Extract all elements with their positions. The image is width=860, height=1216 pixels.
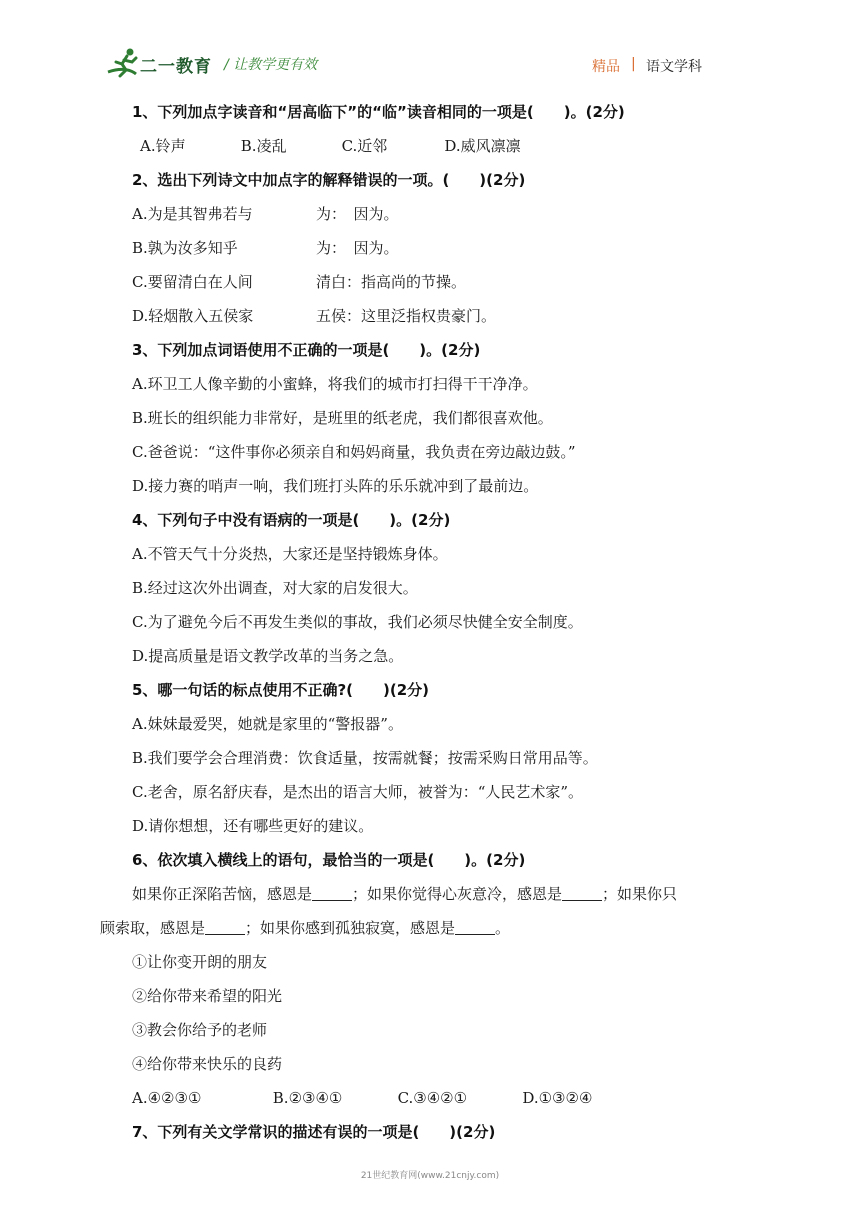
question-2-option-c: C.要留清白在人间 清白：指高尚的节操。 bbox=[132, 273, 467, 291]
option-d: D.①③②④ bbox=[522, 1089, 593, 1107]
question-3-option-d: D.接力赛的哨声一响，我们班打头阵的乐乐就冲到了最前边。 bbox=[132, 477, 539, 495]
quality-tag: 精品 bbox=[592, 59, 620, 75]
question-5-option-b: B.我们要学会合理消费：饮食适量，按需就餐；按需采购日常用品等。 bbox=[132, 749, 598, 767]
question-5-option-c: C.老舍，原名舒庆春，是杰出的语言大师，被誉为：“人民艺术家”。 bbox=[132, 783, 584, 801]
option-b: B.②③④① bbox=[272, 1089, 343, 1107]
question-2-title: 2、选出下列诗文中加点字的解释错误的一项。( )(2分) bbox=[132, 171, 526, 189]
question-4-option-c: C.为了避免今后不再发生类似的事故，我们必须尽快健全安全制度。 bbox=[132, 613, 583, 631]
question-4-option-d: D.提高质量是语文教学改革的当务之急。 bbox=[132, 647, 404, 665]
question-1-options bbox=[132, 129, 772, 163]
tag-separator: | bbox=[631, 56, 636, 72]
question-3-option-a: A.环卫工人像辛勤的小蜜蜂，将我们的城市打扫得干干净净。 bbox=[132, 375, 538, 393]
answer-blank[interactable] bbox=[205, 918, 245, 935]
question-5-option-a: A.妹妹最爱哭，她就是家里的“警报器”。 bbox=[132, 715, 403, 733]
answer-blank[interactable] bbox=[312, 884, 352, 901]
question-4-title: 4、下列句子中没有语病的一项是( )。(2分) bbox=[132, 511, 451, 529]
question-6-title: 6、依次填入横线上的语句，最恰当的一项是( )。(2分) bbox=[132, 851, 526, 869]
question-5-option-d: D.请你想想，还有哪些更好的建议。 bbox=[132, 817, 374, 835]
question-2-option-b: B.孰为汝多知乎 为： 因为。 bbox=[132, 239, 399, 257]
slogan: / 让教学更有效 bbox=[224, 57, 318, 73]
question-4-option-a: A.不管天气十分炎热，大家还是坚持锻炼身体。 bbox=[132, 545, 448, 563]
question-2-option-a: A.为是其智弗若与 为： 因为。 bbox=[132, 205, 399, 223]
question-3-option-c: C.爸爸说：“这件事你必须亲自和妈妈商量，我负责在旁边敲边鼓。” bbox=[132, 443, 576, 461]
option-a: A.铃声 bbox=[140, 137, 186, 155]
logo-text: 二一教育 bbox=[140, 57, 212, 77]
question-7-title: 7、下列有关文学常识的描述有误的一项是( )(2分) bbox=[132, 1123, 496, 1141]
question-6-item-3: ③教会你给予的老师 bbox=[132, 1021, 268, 1039]
option-c: C.③④②① bbox=[397, 1089, 468, 1107]
question-list bbox=[100, 95, 772, 1149]
page-header bbox=[0, 0, 860, 90]
question-1-title: 1、下列加点字读音和“居高临下”的“临”读音相同的一项是( )。(2分) bbox=[132, 103, 625, 121]
question-3-title: 3、下列加点词语使用不正确的一项是( )。(2分) bbox=[132, 341, 481, 359]
option-a: A.④②③① bbox=[132, 1089, 202, 1107]
question-6-passage-line-2: 顾索取，感恩是 ；如果你感到孤独寂寞，感恩是 。 bbox=[100, 919, 511, 937]
answer-blank[interactable] bbox=[562, 884, 602, 901]
option-c: C.近邻 bbox=[341, 137, 388, 155]
option-d: D.威风凛凛 bbox=[444, 137, 521, 155]
question-6-item-4: ④给你带来快乐的良药 bbox=[132, 1055, 283, 1073]
page-footer: 21世纪教育网(www.21cnjy.com) bbox=[360, 1171, 500, 1181]
question-6-passage-line-1: 如果你正深陷苦恼，感恩是 ；如果你觉得心灰意冷，感恩是 ；如果你只 bbox=[132, 885, 678, 903]
question-4-option-b: B.经过这次外出调查，对大家的启发很大。 bbox=[132, 579, 418, 597]
subject-tag: 语文学科 bbox=[646, 59, 702, 75]
option-b: B.凌乱 bbox=[240, 137, 287, 155]
question-6-item-1: ①让你变开朗的朋友 bbox=[132, 953, 268, 971]
question-5-title: 5、哪一句话的标点使用不正确?( )(2分) bbox=[132, 681, 429, 699]
answer-blank[interactable] bbox=[455, 918, 495, 935]
question-6-options bbox=[132, 1081, 772, 1115]
question-2-option-d: D.轻烟散入五侯家 五侯：这里泛指权贵豪门。 bbox=[132, 307, 497, 325]
question-3-option-b: B.班长的组织能力非常好，是班里的纸老虎，我们都很喜欢他。 bbox=[132, 409, 553, 427]
question-6-item-2: ②给你带来希望的阳光 bbox=[132, 987, 283, 1005]
